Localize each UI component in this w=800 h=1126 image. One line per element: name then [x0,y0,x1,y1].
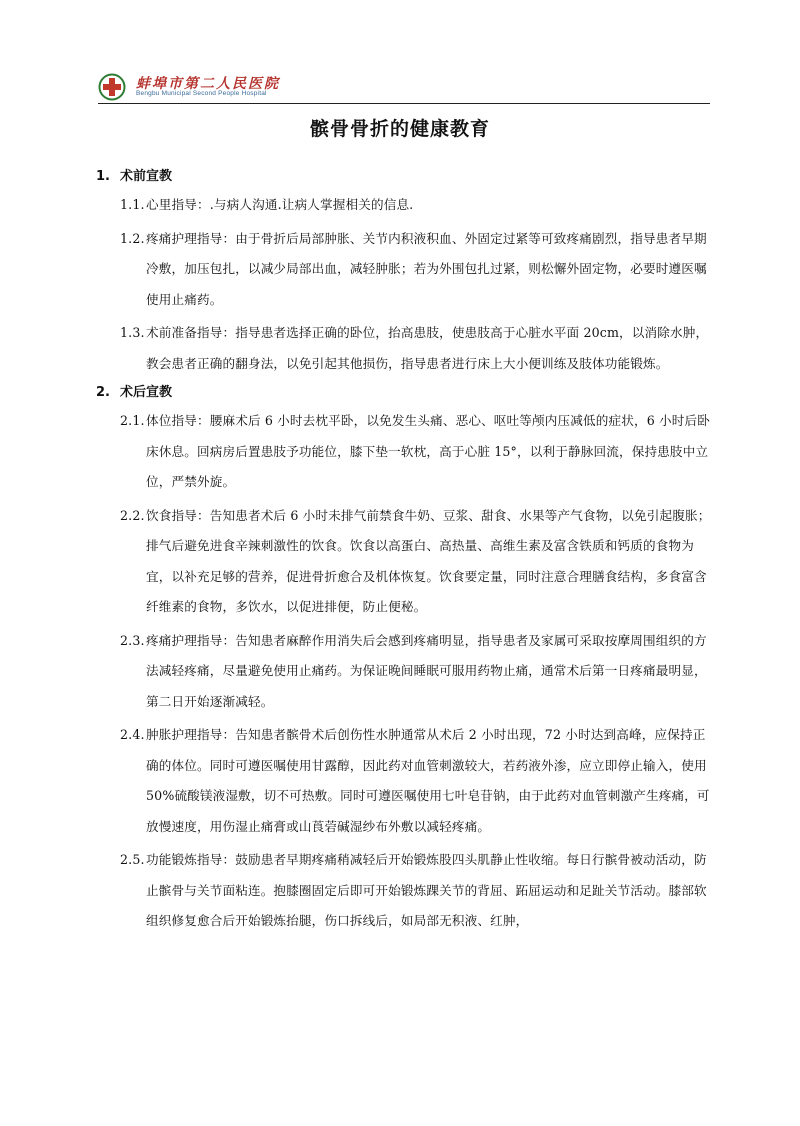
section-number: 2. [96,385,110,400]
item-text: 功能锻炼指导：鼓励患者早期疼痛稍减轻后开始锻炼股四头肌静止性收缩。每日行髌骨被动活动，防止髌骨与关节面粘连。抱膝圈固定后即可开始锻炼踝关节的背屈、跖屈运动和足趾关节活动。膝部软组织修复愈合后开始锻炼抬腿，伤口拆线后，如局部无积液、红肿， [146,852,707,928]
item-number: 2.2. [120,507,145,523]
item-number: 1.2. [120,230,145,246]
item-number: 2.3. [120,632,145,648]
item-text: 术前准备指导：指导患者选择正确的卧位，抬高患肢，使患肢高于心脏水平面 20cm，以消除水肿，教会患者正确的翻身法，以免引起其他损伤，指导患者进行床上大小便训练及肢体功能锻炼。 [146,325,709,371]
section-number: 1. [96,169,110,184]
item-text: 肿胀护理指导：告知患者髌骨术后创伤性水肿通常从术后 2 小时出现，72 小时达到高峰，应保持正确的体位。同时可遵医嘱使用甘露醇，因此药对血管刺激较大，若药液外渗，应立即停止输入，使用 50%硫酸镁液湿敷，切不可热敷。同时可遵医嘱使用七叶皂苷钠，由于此药对血管刺激产生疼痛，可放慢速度，用伤湿止痛膏或山莨菪碱湿纱布外敷以减轻疼痛。 [146,727,710,834]
item-text: 饮食指导：告知患者术后 6 小时未排气前禁食牛奶、豆浆、甜食、水果等产气食物，以免引起腹胀；排气后避免进食辛辣刺激性的饮食。饮食以高蛋白、高热量、高维生素及富含铁质和钙质的食物为宜，以补充足够的营养，促进骨折愈合及机体恢复。饮食要定量，同时注意合理膳食结构，多食富含纤维素的食物，多饮水，以促进排便，防止便秘。 [146,507,711,614]
item-number: 2.4. [120,727,145,742]
hospital-name-en: Bengbu Municipal Second People Hospital [136,90,267,97]
list-item [96,318,714,379]
header-divider [98,103,710,104]
document-body [96,166,714,940]
list-item [96,845,714,937]
item-text: 体位指导：腰麻术后 6 小时去枕平卧，以免发生头痛、恶心、呕吐等颅内压减低的症状，6 小时后卧床休息。回病房后置患肢予功能位，膝下垫一软枕，高于心脏 15°，以利于静脉回流，保持患肢中立位，严禁外旋。 [146,413,711,489]
item-number: 1.3. [120,325,145,340]
list-item [96,224,714,316]
section-postoperative [96,382,714,937]
document-title: 髌骨骨折的健康教育 [309,118,490,140]
item-number: 2.1. [120,413,145,428]
item-text: 疼痛护理指导：告知患者麻醉作用消失后会感到疼痛明显，指导患者及家属可采取按摩周围组织的方法减轻疼痛，尽量避免使用止痛药。为保证晚间睡眠可服用药物止痛，通常术后第一日疼痛最明显，第二日开始逐渐减轻。 [146,632,707,709]
item-number: 1.1. [120,197,145,212]
list-item [96,406,714,498]
section-title: 术前宣教 [120,169,173,184]
section-title: 术后宣教 [120,385,173,400]
item-text: 疼痛护理指导：由于骨折后局部肿胀、关节内积液积血、外固定过紧等可致疼痛剧烈，指导患者早期冷敷，加压包扎，以减少局部出血，减轻肿胀；若为外围包扎过紧，则松懈外固定物，必要时遵医嘱使用止痛药。 [146,230,707,307]
list-item [96,501,714,623]
section-heading [96,166,714,188]
list-item [96,720,714,842]
section-preoperative [96,166,714,379]
page-header [98,70,710,104]
list-item [96,626,714,718]
item-number: 2.5. [120,852,145,867]
hospital-name-cn: 蚌埠市第二人民医院 [136,76,280,92]
list-item [96,190,714,221]
item-text: 心里指导：.与病人沟通.让病人掌握相关的信息. [146,197,414,212]
section-heading [96,382,714,404]
hospital-logo-icon [98,73,126,101]
